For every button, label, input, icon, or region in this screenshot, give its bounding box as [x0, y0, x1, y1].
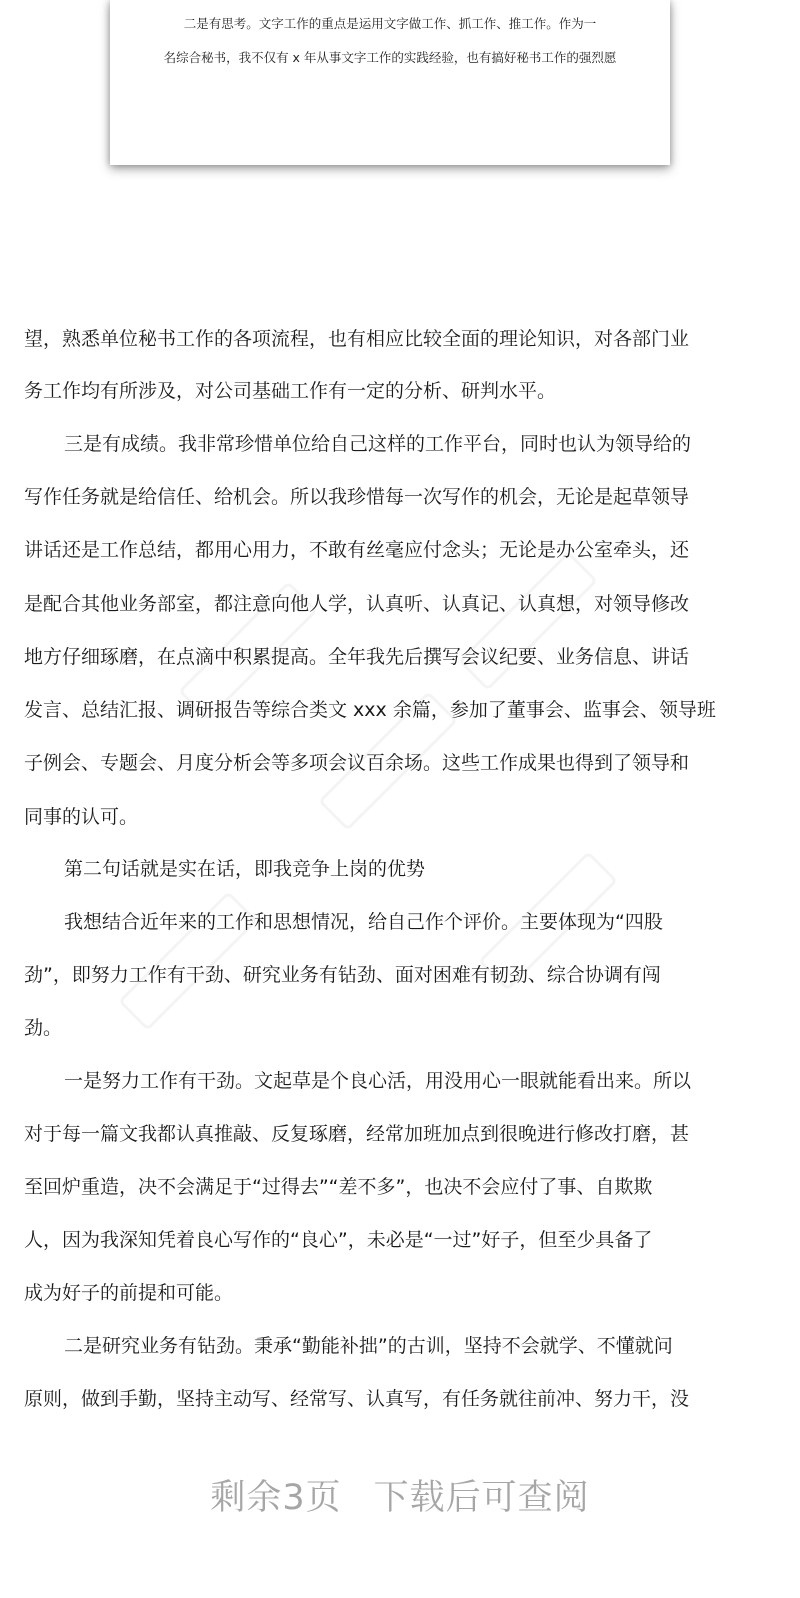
paragraph-line: 子例会、专题会、月度分析会等多项会议百余场。这些工作成果也得到了领导和	[24, 752, 690, 774]
paragraph-line: 成为好子的前提和可能。	[24, 1282, 234, 1304]
paragraph-line: 写作任务就是给信任、给机会。所以我珍惜每一次写作的机会，无论是起草领导	[24, 486, 690, 508]
paragraph-line: 同事的认可。	[24, 806, 139, 828]
paragraph-line: 望，熟悉单位秘书工作的各项流程，也有相应比较全面的理论知识，对各部门业	[24, 328, 690, 350]
paragraph-line: 务工作均有所涉及，对公司基础工作有一定的分析、研判水平。	[24, 380, 557, 402]
download-action-label: 下载后可查阅	[373, 1478, 590, 1518]
paragraph-line: 三是有成绩。我非常珍惜单位给自己这样的工作平台，同时也认为领导给的	[64, 433, 692, 455]
watermark-stamp	[458, 551, 598, 691]
paragraph-line: 劲。	[24, 1017, 63, 1039]
paragraph-line: 原则，做到手勤，坚持主动写、经常写、认真写，有任务就往前冲、努力干，没	[24, 1388, 690, 1410]
paragraph-line: 对于每一篇文我都认真推敲、反复琢磨，经常加班加点到很晚进行修改打磨，甚	[24, 1123, 690, 1145]
paragraph-line: 我想结合近年来的工作和思想情况，给自己作个评价。主要体现为“四股	[64, 911, 663, 933]
paragraph-line: 二是研究业务有钻劲。秉承“勤能补拙”的古训，坚持不会就学、不懂就问	[64, 1335, 673, 1357]
section-heading: 第二句话就是实在话，即我竞争上岗的优势	[64, 858, 426, 880]
paragraph-line: 至回炉重造，决不会满足于“过得去”“差不多”，也决不会应付了事、自欺欺	[24, 1176, 653, 1198]
remaining-pages-label: 剩余3页	[210, 1478, 342, 1518]
paragraph-line: 讲话还是工作总结，都用心用力，不敢有丝毫应付念头；无论是办公室牵头，还	[24, 539, 690, 561]
paragraph-line: 发言、总结汇报、调研报告等综合类文 xxx 余篇，参加了董事会、监事会、领导班	[24, 699, 716, 721]
preview-line: 二是有思考。文字工作的重点是运用文字做工作、抓工作、推工作。作为一	[183, 16, 597, 31]
paragraph-line: 劲”，即努力工作有干劲、研究业务有钻劲、面对困难有韧劲、综合协调有闯	[24, 964, 661, 986]
paragraph-line: 地方仔细琢磨，在点滴中积累提高。全年我先后撰写会议纪要、业务信息、讲话	[24, 646, 690, 668]
download-to-read-prompt[interactable]	[0, 1470, 800, 1520]
preview-line: 名综合秘书，我不仅有 x 年从事文字工作的实践经验，也有搞好秘书工作的强烈愿	[163, 50, 617, 65]
previous-page-preview	[110, 0, 670, 165]
paragraph-line: 是配合其他业务部室，都注意向他人学，认真听、认真记、认真想，对领导修改	[24, 593, 690, 615]
paragraph-line: 一是努力工作有干劲。文起草是个良心活，用没用心一眼就能看出来。所以	[64, 1070, 692, 1092]
paragraph-line: 人，因为我深知凭着良心写作的“良心”，未必是“一过”好子，但至少具备了	[24, 1229, 653, 1251]
